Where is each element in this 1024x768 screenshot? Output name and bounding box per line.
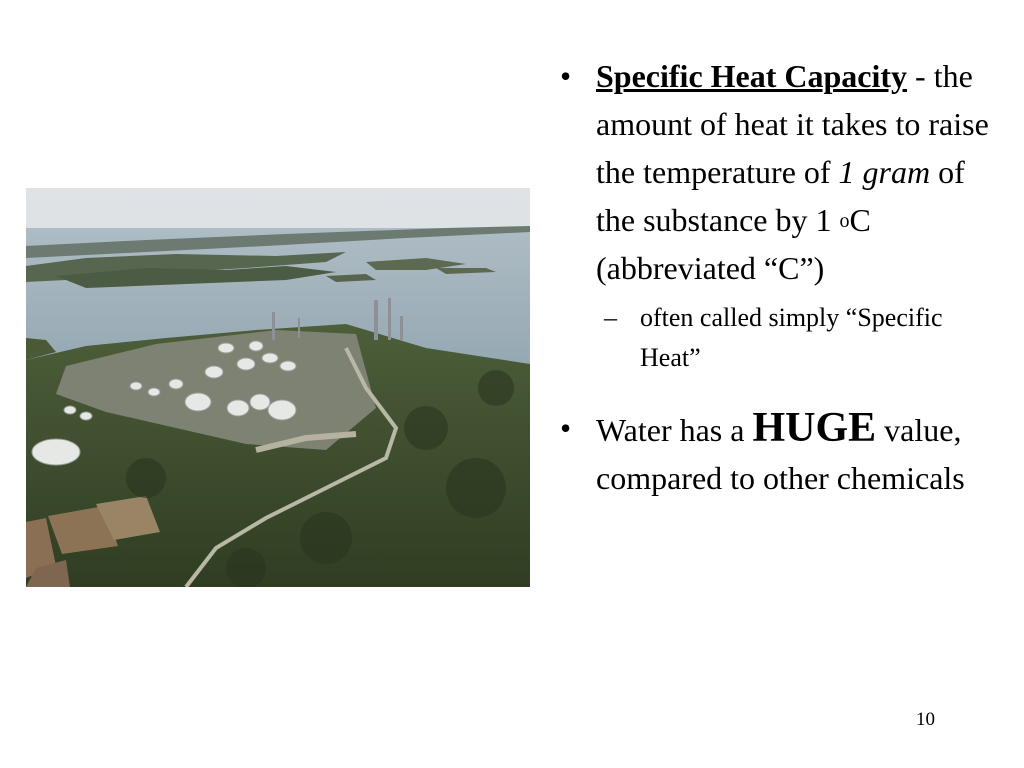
bullet-marker: • <box>560 58 572 94</box>
degree-superscript: o <box>839 210 850 232</box>
bullet-marker: • <box>560 410 572 446</box>
definition-text-c: C (abbreviated “C”) <box>596 202 871 286</box>
bullet-list <box>560 52 990 502</box>
sub-bullet-specific-heat <box>560 298 990 378</box>
bullet-specific-heat <box>560 52 990 292</box>
refinery-aerial-photo <box>26 188 530 587</box>
huge-emphasis: HUGE <box>752 405 877 451</box>
term-specific-heat-capacity: Specific Heat Capacity <box>596 58 908 94</box>
sub-bullet-text: often called simply “Specific Heat” <box>640 303 943 372</box>
definition-text-a: - the amount of heat it takes to raise the temperature of <box>596 58 989 190</box>
water-text-a: Water has a <box>596 412 753 448</box>
definition-text-b: of the substance by 1 <box>596 154 965 238</box>
sub-bullet-marker: – <box>604 303 617 332</box>
page-number: 10 <box>916 709 935 730</box>
water-text-b: value, compared to other chemicals <box>596 412 965 496</box>
bullet-water <box>560 404 990 502</box>
definition-emphasis: 1 gram <box>838 154 931 190</box>
